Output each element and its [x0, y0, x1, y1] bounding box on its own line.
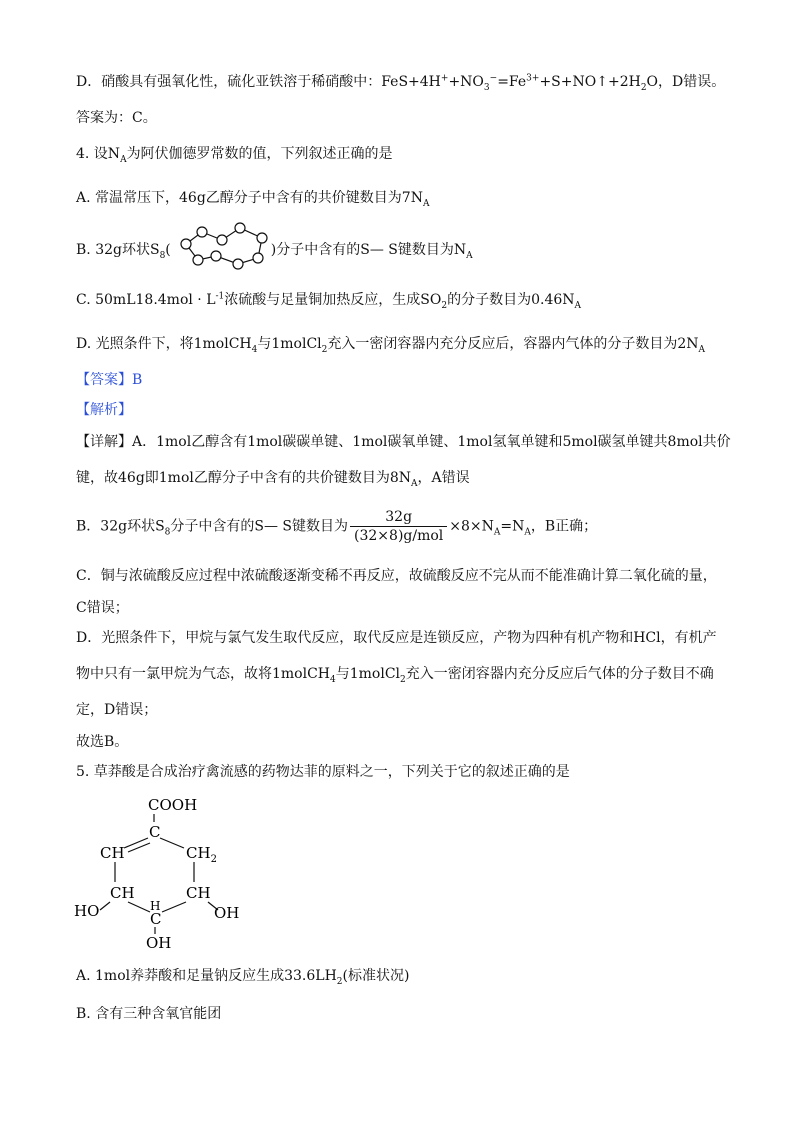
oh-right-label: OH [214, 904, 240, 922]
q5-stem: 5. 草莽酸是合成治疗禽流感的药物达菲的原料之一，下列关于它的叙述正确的是 [76, 764, 570, 780]
ch2-right-label: $CH_2$ [186, 844, 217, 865]
ch-left-label: CH [100, 844, 125, 862]
q4-option-d: D. 光照条件下，将1molCH$_4$与1molCl$_2$充入一密闭容器内充分反应后，容器内气体的分子数目为$2N_A$ [76, 336, 706, 355]
q5-option-a: A. 1mol养莽酸和足量钠反应生成$33.6LH_2$(标准状况) [76, 968, 410, 987]
cooh-label: COOH [148, 796, 198, 814]
c-top-label: C [149, 823, 161, 841]
q4-choose: 故选B。 [76, 734, 129, 750]
ch-lower-left-label: CH [110, 884, 135, 902]
q5-option-b: B. 含有三种含氧官能团 [76, 1006, 222, 1022]
fraction: $\frac{32g}{\text{(32×8)g/mol}}$ [350, 508, 447, 545]
q4-answer-tag: 【答案】B [76, 372, 143, 388]
q3-answer: 答案为：C。 [76, 110, 157, 126]
q3-option-d-analysis: D．硝酸具有强氧化性，硫化亚铁溶于稀硝酸中：$FeS+4H^++NO_3^-=Fe^{3+}+S+NO↑+2H_2O$，D错误。 [76, 73, 726, 93]
s8-ring-structure [178, 222, 282, 272]
q4-option-c: C. $50mL18.4mol \cdot L^{-1}$浓硫酸与足量铜加热反应，生成$SO_2$的分子数目为$0.46N_A$ [76, 291, 582, 311]
q4-detail-a-line1: 【详解】A．1mol乙醇含有1mol碳碳单键、1mol碳氧单键、1mol氢氧单键和5mol碳氢单键共8mol共价 [76, 434, 731, 450]
q4-detail-d-line3: 定，D错误； [76, 702, 158, 718]
ho-left-label: HO [74, 902, 100, 920]
oh-bottom-label: OH [146, 934, 172, 952]
h-bottom-label: H [150, 899, 161, 913]
q4-analysis-tag: 【解析】 [76, 402, 132, 418]
q4-option-b: B. 32g环状$S_8$( )分子中含有的S— S键数目为$N_A$ [76, 242, 473, 261]
q4-detail-c-line1: C．铜与浓硫酸反应过程中浓硫酸逐渐变稀不再反应，故硫酸反应不完从而不能准确计算二氧化硫的量， [76, 568, 717, 584]
q4-detail-a-line2: 键，故46g即1mol乙醇分子中含有的共价键数目为$8N_A$，A错误 [76, 470, 470, 489]
q4-detail-c-line2: C错误； [76, 600, 129, 616]
c-bottom-label: C [150, 910, 162, 928]
q4-option-a: A. 常温常压下，46g乙醇分子中含有的共价键数目为$7N_A$ [76, 190, 430, 209]
q4-stem: 4. 设$N_A$为阿伏伽德罗常数的值，下列叙述正确的是 [76, 146, 393, 165]
q4-detail-d-line1: D．光照条件下，甲烷与氯气发生取代反应，取代反应是连锁反应，产物为四种有机产物和HCl，有机产 [76, 630, 717, 646]
shikimic-acid-structure [70, 792, 270, 954]
ch-lower-right-label: CH [186, 884, 211, 902]
q4-detail-d-line2: 物中只有一氯甲烷为气态，故将1molCH$_4$与1molCl$_2$充入一密闭容器内充分反应后气体的分子数目不确 [76, 666, 714, 685]
q4-detail-b: B．32g环状$S_8$分子中含有的S— S键数目为 $\frac{32g}{\text{(32×8)g/mol}}$ $\times 8\times N_A=N_A$，B正确； [76, 509, 598, 544]
